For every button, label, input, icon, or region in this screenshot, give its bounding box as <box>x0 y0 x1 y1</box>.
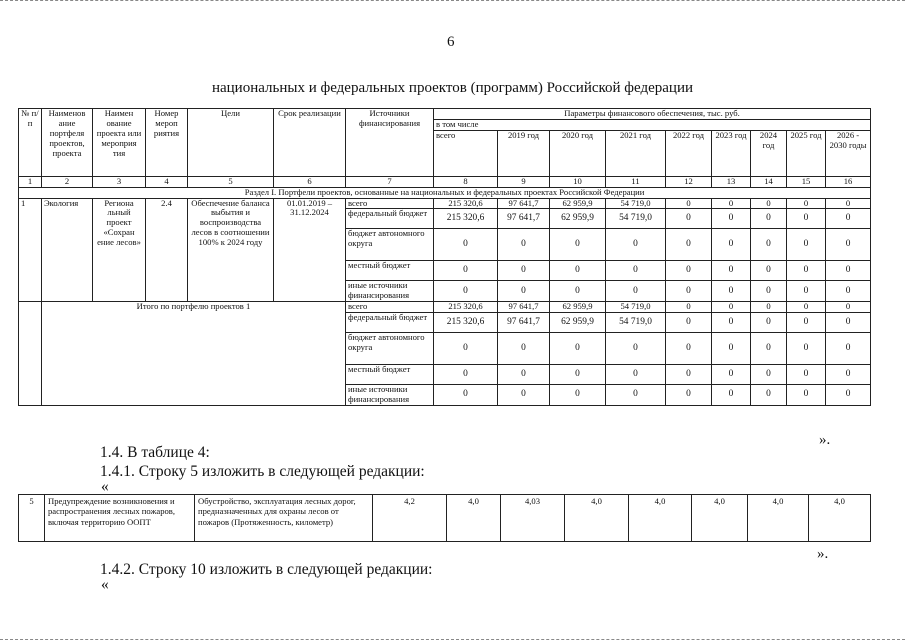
closing-quote: ». <box>819 432 831 448</box>
value-cell: 0 <box>666 209 712 229</box>
value-cell: 0 <box>666 261 712 281</box>
value-cell: 0 <box>434 333 498 365</box>
value-cell: 0 <box>751 261 787 281</box>
value-cell: 0 <box>666 365 712 385</box>
item-goal: Обеспечение баланса выбытия и воспроизводства лесов в соотношении 100% к 2024 году <box>188 198 274 302</box>
value-cell: 0 <box>666 198 712 209</box>
value-cell: 0 <box>434 229 498 261</box>
value-cell: 0 <box>666 302 712 313</box>
header-2024: 2024 год <box>751 130 787 176</box>
column-number: 15 <box>787 176 826 187</box>
value-cell: 0 <box>606 365 666 385</box>
header-portfolio: Наименов ание портфеля проектов, проекта <box>42 109 93 177</box>
section-title: Раздел I. Портфели проектов, основанные на национальных и федеральных проектах Российской Федерации <box>19 187 871 198</box>
value-cell: 0 <box>826 261 871 281</box>
row5-value: 4,0 <box>692 495 748 542</box>
column-number: 14 <box>751 176 787 187</box>
value-cell: 0 <box>712 198 751 209</box>
column-number: 2 <box>42 176 93 187</box>
value-cell: 0 <box>498 385 550 406</box>
value-cell: 0 <box>498 261 550 281</box>
value-cell: 0 <box>712 313 751 333</box>
header-num: № п/ п <box>19 109 42 177</box>
column-number: 7 <box>346 176 434 187</box>
table-row <box>19 302 871 313</box>
row5-value: 4,0 <box>629 495 692 542</box>
column-number: 11 <box>606 176 666 187</box>
row5-name: Предупреждение возникновения и распространения лесных пожаров, включая территорию ООПТ <box>45 495 195 542</box>
source-label: федеральный бюджет <box>346 313 434 333</box>
value-cell: 0 <box>787 281 826 302</box>
value-cell: 0 <box>787 198 826 209</box>
row-5-table <box>18 494 871 542</box>
value-cell: 215 320,6 <box>434 198 498 209</box>
value-cell: 0 <box>751 385 787 406</box>
header-2019: 2019 год <box>498 130 550 176</box>
value-cell: 0 <box>826 229 871 261</box>
value-cell: 0 <box>751 313 787 333</box>
header-2025: 2025 год <box>787 130 826 176</box>
header-sources: Источники финансирования <box>346 109 434 177</box>
page-number: 6 <box>447 34 455 50</box>
value-cell: 0 <box>434 365 498 385</box>
value-cell: 0 <box>666 281 712 302</box>
value-cell: 0 <box>787 302 826 313</box>
column-number: 9 <box>498 176 550 187</box>
value-cell: 0 <box>787 385 826 406</box>
source-label: местный бюджет <box>346 365 434 385</box>
value-cell: 0 <box>826 198 871 209</box>
financing-table <box>18 108 871 406</box>
value-cell: 0 <box>550 261 606 281</box>
value-cell: 215 320,6 <box>434 313 498 333</box>
value-cell: 0 <box>498 365 550 385</box>
value-cell: 0 <box>550 229 606 261</box>
opening-quote: « <box>101 478 109 495</box>
item-project: Региона льный проект «Сохран ение лесов» <box>93 198 146 302</box>
header-2021: 2021 год <box>606 130 666 176</box>
header-project: Наимен ование проекта или мероприя тия <box>93 109 146 177</box>
value-cell: 0 <box>606 333 666 365</box>
value-cell: 0 <box>826 365 871 385</box>
source-label: всего <box>346 302 434 313</box>
value-cell: 0 <box>434 281 498 302</box>
value-cell: 0 <box>606 385 666 406</box>
total-num-blank <box>19 302 42 406</box>
paragraph-1-4-2: 1.4.2. Строку 10 изложить в следующей редакции: <box>100 561 433 578</box>
header-event-no: Номер мероп риятия <box>146 109 188 177</box>
value-cell: 54 719,0 <box>606 198 666 209</box>
value-cell: 0 <box>666 229 712 261</box>
value-cell: 0 <box>787 333 826 365</box>
column-number: 3 <box>93 176 146 187</box>
value-cell: 0 <box>751 198 787 209</box>
value-cell: 0 <box>751 281 787 302</box>
value-cell: 0 <box>712 261 751 281</box>
value-cell: 62 959,9 <box>550 198 606 209</box>
value-cell: 0 <box>498 229 550 261</box>
row5-value: 4,0 <box>748 495 809 542</box>
value-cell: 0 <box>666 333 712 365</box>
value-cell: 0 <box>826 385 871 406</box>
value-cell: 0 <box>434 385 498 406</box>
source-label: иные источники финансирования <box>346 281 434 302</box>
column-number: 6 <box>274 176 346 187</box>
column-number: 4 <box>146 176 188 187</box>
header-2023: 2023 год <box>712 130 751 176</box>
value-cell: 0 <box>712 333 751 365</box>
header-including: в том числе <box>434 119 871 130</box>
header-params: Параметры финансового обеспечения, тыс. руб. <box>434 109 871 120</box>
value-cell: 0 <box>787 261 826 281</box>
source-label: всего <box>346 198 434 209</box>
value-cell: 0 <box>666 385 712 406</box>
value-cell: 62 959,9 <box>550 209 606 229</box>
item-period: 01.01.2019 – 31.12.2024 <box>274 198 346 302</box>
item-num: 1 <box>19 198 42 302</box>
paragraph-1-4: 1.4. В таблице 4: <box>100 444 210 461</box>
header-total: всего <box>434 130 498 176</box>
value-cell: 0 <box>712 229 751 261</box>
value-cell: 0 <box>550 333 606 365</box>
document-heading: национальных и федеральных проектов (программ) Российской федерации <box>211 80 694 96</box>
header-period: Срок реализации <box>274 109 346 177</box>
value-cell: 0 <box>826 281 871 302</box>
value-cell: 0 <box>498 281 550 302</box>
source-label: федеральный бюджет <box>346 209 434 229</box>
value-cell: 0 <box>606 281 666 302</box>
source-label: иные источники финансирования <box>346 385 434 406</box>
column-number: 10 <box>550 176 606 187</box>
column-number-row <box>19 176 871 187</box>
value-cell: 215 320,6 <box>434 209 498 229</box>
opening-quote: « <box>101 576 109 593</box>
value-cell: 0 <box>606 261 666 281</box>
value-cell: 0 <box>751 365 787 385</box>
value-cell: 0 <box>550 281 606 302</box>
value-cell: 0 <box>712 302 751 313</box>
value-cell: 0 <box>712 385 751 406</box>
table-row <box>19 198 871 209</box>
source-label: бюджет автономного округа <box>346 333 434 365</box>
value-cell: 0 <box>787 313 826 333</box>
paragraph-1-4-1: 1.4.1. Строку 5 изложить в следующей редакции: <box>100 463 425 480</box>
row5-value: 4,2 <box>373 495 447 542</box>
value-cell: 62 959,9 <box>550 313 606 333</box>
value-cell: 0 <box>826 209 871 229</box>
header-2026-2030: 2026 - 2030 годы <box>826 130 871 176</box>
column-number: 1 <box>19 176 42 187</box>
value-cell: 0 <box>787 365 826 385</box>
value-cell: 54 719,0 <box>606 209 666 229</box>
header-2022: 2022 год <box>666 130 712 176</box>
row5-value: 4,0 <box>809 495 871 542</box>
total-label: Итого по портфелю проектов 1 <box>42 302 346 406</box>
table-row <box>19 495 871 542</box>
row5-value: 4,0 <box>447 495 501 542</box>
row5-value: 4,03 <box>501 495 565 542</box>
value-cell: 0 <box>751 302 787 313</box>
value-cell: 54 719,0 <box>606 313 666 333</box>
value-cell: 0 <box>787 209 826 229</box>
value-cell: 215 320,6 <box>434 302 498 313</box>
column-number: 5 <box>188 176 274 187</box>
column-number: 13 <box>712 176 751 187</box>
header-2020: 2020 год <box>550 130 606 176</box>
value-cell: 0 <box>826 313 871 333</box>
value-cell: 0 <box>712 281 751 302</box>
value-cell: 62 959,9 <box>550 302 606 313</box>
value-cell: 0 <box>666 313 712 333</box>
source-label: бюджет автономного округа <box>346 229 434 261</box>
value-cell: 0 <box>787 229 826 261</box>
column-number: 16 <box>826 176 871 187</box>
value-cell: 0 <box>751 209 787 229</box>
value-cell: 54 719,0 <box>606 302 666 313</box>
header-goals: Цели <box>188 109 274 177</box>
closing-quote: ». <box>817 546 829 562</box>
value-cell: 0 <box>712 365 751 385</box>
value-cell: 97 641,7 <box>498 198 550 209</box>
value-cell: 0 <box>751 229 787 261</box>
value-cell: 0 <box>826 302 871 313</box>
value-cell: 0 <box>751 333 787 365</box>
value-cell: 97 641,7 <box>498 313 550 333</box>
page-top-edge <box>0 0 905 3</box>
row5-indicator: Обустройство, эксплуатация лесных дорог, предназначенных для охраны лесов от пожаров (Протяженность, километр) <box>195 495 373 542</box>
value-cell: 0 <box>606 229 666 261</box>
row5-value: 4,0 <box>565 495 629 542</box>
value-cell: 0 <box>498 333 550 365</box>
source-label: местный бюджет <box>346 261 434 281</box>
column-number: 8 <box>434 176 498 187</box>
value-cell: 97 641,7 <box>498 209 550 229</box>
item-portfolio: Экология <box>42 198 93 302</box>
value-cell: 0 <box>712 209 751 229</box>
row5-num: 5 <box>19 495 45 542</box>
value-cell: 97 641,7 <box>498 302 550 313</box>
value-cell: 0 <box>434 261 498 281</box>
column-number: 12 <box>666 176 712 187</box>
value-cell: 0 <box>826 333 871 365</box>
item-event-no: 2.4 <box>146 198 188 302</box>
value-cell: 0 <box>550 365 606 385</box>
value-cell: 0 <box>550 385 606 406</box>
